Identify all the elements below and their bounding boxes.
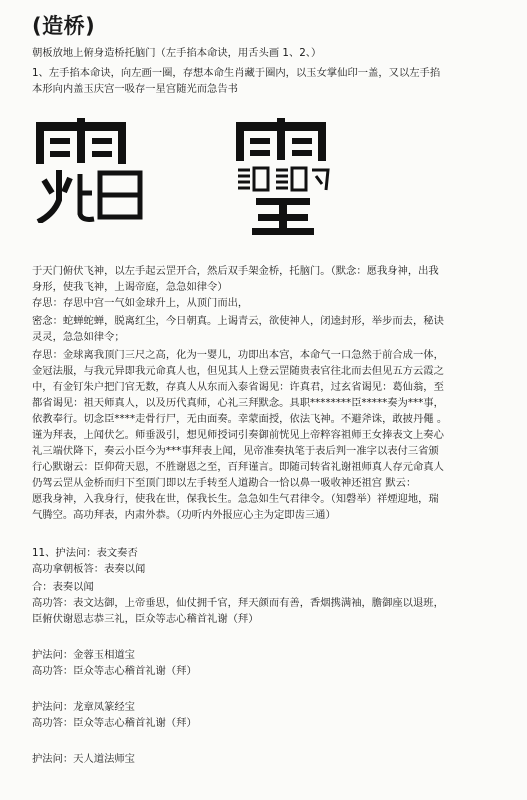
page-title: (造桥) [32,14,96,38]
body-line: 灵灵，急急如律令； [32,331,125,343]
body-line: 气腾空。高功拜表，内肃外恭。（功听内外报应心主为定即齿三通） [32,509,336,521]
qa-question: 护法问：龙章凤篆经宝 [32,701,135,713]
talisman-glyph-right [228,118,343,236]
body-line: 行心默谢云：臣仰荷天恩，不胜谢恩之至，百拜谨言。即随司转省礼谢祖师真人存元命真人 [32,461,444,473]
intro-line: 1、左手掐本命诀，向左画一圈，存想本命生肖藏于圈内，以玉女掌仙印一盖，又以左手掐 [32,67,441,79]
section-line: 高功答：表文达御，上帝垂思，仙仗拥千官，拜天颜而有善，香烟携满袖，膽御座以退班， [32,597,444,609]
section-line: 臣俯伏谢恩志恭三礼，臣众等志心稽首礼谢（拜） [32,613,259,625]
body-line: 仍驾云罡从金桥而归下至顶门即以左手转至人道勘合一恰以鼻一吸收神还祖宫 默云： [32,477,417,489]
body-line: 存思：存思中宫一气如金球升上，从顶门而出， [32,297,249,309]
body-line: 愿我身神，入我身行，使我在世，保我长生。急急如生气君律令。（知磬举）祥煙迎地，瑞 [32,493,439,505]
qa-answer: 高功答：臣众等志心稽首礼谢（拜） [32,717,197,729]
body-line: 谨为拜表，上闻伏乞。师垂汲引，想见师授词引奏御前恍见上帝粹容祖师王女捧表文上奏心 [32,429,444,441]
body-line: 都省谒见：祖天师真人，以及历代真师，心礼三拜默念。具职********臣*****奏为***事， [32,397,444,409]
body-line: 身形，使我飞神，上谒帝庭，急急如律令） [32,281,228,293]
body-line: 金冠法服，与我元异即我元命真人也，但见其人上登云罡随贵表官往北而去但见五方云霞之 [32,365,444,377]
intro-line: 朝板放地上俯身造桥托脑门（左手掐本命诀，用舌头画 1、2、） [32,47,322,59]
section-line: 11、护法问：表文奏否 [32,547,138,559]
body-line: 密念：蛇蝉蛇蝉，脱离红尘，今日朝真。上谒青云，欲使神人，闭逵封形，举步而去，秘诀 [32,315,444,327]
body-line: 礼三端伏降下，奏云小臣今为***事拜表上闻，见帝准奏执笔于表后判一准字以表付三省颁 [32,445,439,457]
body-line: 中，有金钉朱户把门官无数，存真人从东而入泰省谒见：许真君，过玄省谒见：葛仙翁，至 [32,381,444,393]
body-line: 于天门俯伏飞神，以左手起云罡开合，然后双手架金桥，托脑门。（默念：愿我身神，出我 [32,265,439,277]
talisman-glyph-left [34,118,154,223]
qa-question: 护法问：金蓉玉相道宝 [32,649,135,661]
body-line: 存思：金球离我顶门三尺之高，化为一婴儿，功即出本宫，本命气一口急然于前合成一体， [32,349,444,361]
body-line: 依教奉行。切念臣****走骨行尸，无由面奏。幸蒙面授，依法飞神。不避斧诛，敢披丹僶 。 [32,413,448,425]
last-question: 护法问：天人道法师宝 [32,753,135,765]
section-line: 高功拿朝板答：表奏以闻 [32,563,146,575]
intro-line: 本形向内盖玉庆宫一吸存一星宫随光而急告书 [32,83,238,95]
qa-answer: 高功答：臣众等志心稽首礼谢（拜） [32,665,197,677]
section-line: 合：表奏以闻 [32,581,94,593]
